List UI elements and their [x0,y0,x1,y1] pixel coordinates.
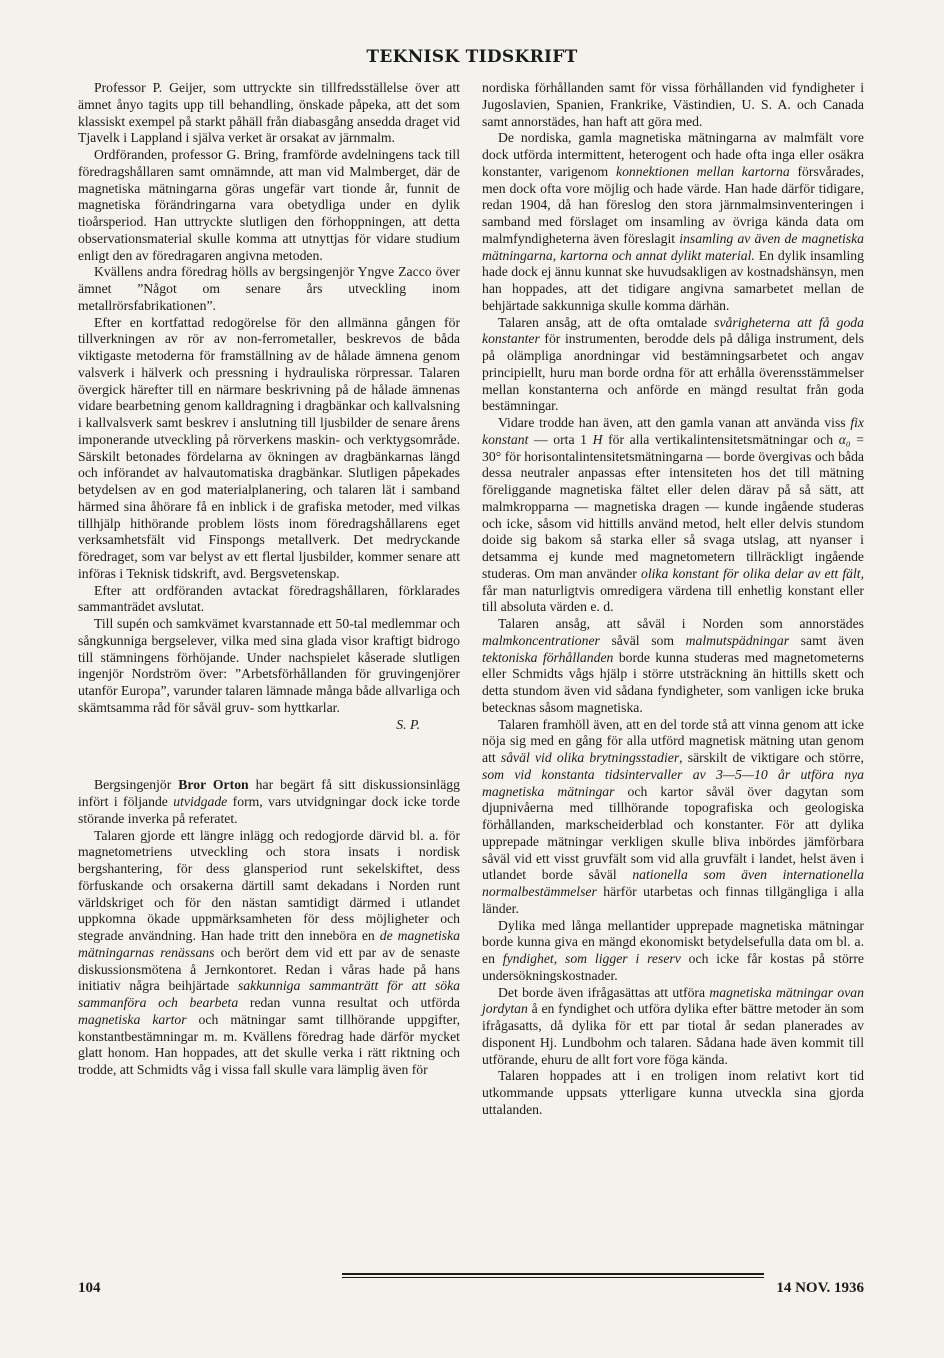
paragraph: Det borde även ifrågasättas att utföra magnetiska mätningar ovan jordytan å en fyndighet och utföra dylika efter bättre metoder än som ifrågasatts, då dylika för ett par tiotal år sedan planerades av disponent Hj. Lundbohm och talaren. Sådana hade även kommit till utförande, ehuru de allt fort vore föga kända. [482,984,864,1067]
right-column [482,80,864,1119]
paragraph: Talaren framhöll även, att en del torde stå att vinna genom att icke nöja sig med en gång för alla utförd magnetisk mätning utan genom att såväl vid olika brytningsstadier, särskilt de viktigare och större, som vid konstanta tidsintervaller av 3—5—10 år utföra nya magnetiska mätningar och kartor såväl över dagytan som djupnivåerna med tillhörande topografiska och geologiska förhållanden, markscheiderblad och konstanter. För att dylika upprepade mätningar verkligen skulle bliva inbördes jämförbara såväl vid ett visst gruvfält som vid alla gruvfält i landet, helst även i utlandet borde såväl nationella som även internationella normalbestämmelser härför utarbetas och finnas tillgängliga i alla länder. [482,716,864,916]
paragraph: De nordiska, gamla magnetiska mätningarna av malmfält vore dock utförda intermittent, heterogent och hade ofta inga eller osäkra konstanter, varigenom konnektionen mellan kartorna försvårades, men dock ofta vore möjlig och hade värde. Han hade därför tidigare, redan 1904, då han föreslog den stora järnmalmsinventeringen i samband med förslaget om insamling av övriga kända data om malmfyndigheterna även föreslagit insamling av även de magnetiska mätningarna, kartorna och annat dylikt material. En dylik insamling hade dock ej ännu kunnat ske huvudsakligen av kostnadshänsyn, men han hoppades, att det tidigare angivna samarbetet mellan de behjärtade sakkunniga skulle komma därhän. [482,130,865,313]
paragraph: nordiska förhållanden samt för vissa förhållanden vid fyndigheter i Jugoslavien, Spanien, Frankrike, Västindien, U. S. A. och Canada samt annorstädes, han haft att göra med. [482,80,864,129]
paragraph: Efter en kortfattad redogörelse för den allmänna gången för tillverkningen av rör av non-ferrometaller, beskrevos de båda viktigaste metoderna för framställning av de hålade ämnena genom valsverk i hälverk och pressning i hydrauliska rörpressar. Talaren övergick härefter till en närmare beskrivning på de hålade ämnenas vidare bearbetning genom kalldragning i dragbänkar och kallvalsning i kallvalsverk samt beskrev i anslutning till ljusbilder de senare årens imponerande utveckling på rörverkens maskin- och verktygsområde. Särskilt betonades fördelarna av ökningen av dragbänkarnas längd och införandet av halvautomatiska dragbänkar. Slutligen påpekades betydelsen av en god materialplanering, och talaren lät i samband härmed sina åhörare få en inblick i de grafiska metoder, med vilkas tillhjälp hithörande problem lösts inom föredragshållarens eget verksamhetsfält vid Finspongs metallverk. Det medryckande föredraget, som var belyst av ett flertal ljusbilder, kommer senare att införas i Teknisk tidskrift, avd. Bergsvetenskap. [78,314,460,581]
paragraph: Kvällens andra föredrag hölls av bergsingenjör Yngve Zacco över ämnet ”Något om senare års utveckling inom metallrörsfabrikationen”. [78,264,460,313]
paragraph: Ordföranden, professor G. Bring, framförde avdelningens tack till föredragshållaren samt omnämnde, att man vid Malmberget, där de magnetiska mätningarna göras ungefär vart tionde år, funnit de magnetiska förändringarna vara obetydliga under en dylik tioårsperiod. Han uttryckte slutligen den förhoppningen, att detta observationsmaterial skulle komma att utnyttjas för vidare studium enligt den av föredragaren angivna metoden. [78,147,460,263]
paragraph: Bergsingenjör Bror Orton har begärt få sitt diskussionsinlägg infört i följande utvidgade form, vars utvidgningar dock icke torde störande inverka på referatet. [78,777,460,826]
journal-header: TEKNISK TIDSKRIFT [366,47,578,67]
left-column [78,80,460,1079]
paragraph: Talaren gjorde ett längre inlägg och redogjorde därvid bl. a. för magnetometriens utveckling och stora insats i nordisk bergshantering, för dess glansperiod runt sekelskiftet, dess förfuskande och orsakerna därtill samt dekadans i Norden runt världskriget och för den nästan samtidigt därmed i utlandet uppkomna ökade uppmärksamheten för dess möjligheter och stegrade användning. Han hade tritt den inneböra en de magnetiska mätningarnas renässans och berört dem vid ett par av de senaste diskussionsmötena å Jernkontoret. Redan i våras hade på hans initiativ några beihjärtade sakkunniga sammanträtt för att söka sammanföra och bearbeta redan vunna resultat och utförda magnetiska kartor och mätningar samt tillhörande uppgifter, konstantbestämningar m. m. Kvällens föredrag hade därför mycket glatt honom. Han hoppades, att det skulle verka i rätt riktning och trodde, att Schmidts våg i vissa fall skulle vara lämplig även för [78,827,460,1077]
paragraph: Talaren hoppades att i en troligen inom relativt kort tid utkommande uppsats ytterligare kunna utveckla sina gjorda uttalanden. [482,1068,864,1117]
paragraph: Talaren ansåg, att de ofta omtalade svårigheterna att få goda konstanter för instrumenten, berodde dels på dåliga instrument, dels på olämpliga anordningar vid bestämningsarbetet och angav principiellt, huru man borde ordna för att erhålla överensstämmelser mellan konstanterna och anförde en mängd resultat från goda bestämningar. [482,314,864,414]
paragraph: Professor P. Geijer, som uttryckte sin tillfredsställelse över att ämnet ånyo tagits upp till behandling, önskade påpeka, att det som klassiskt exempel på starkt påhäll från diabasgång ansedda draget vid Tjavelk i Lappland i själva verket är orsakat av järnmalm. [78,80,460,146]
author-name: Bror Orton [178,777,249,793]
issue-date: 14 NOV. 1936 [776,1280,864,1296]
page-number: 104 [78,1280,101,1296]
signature: S. P. [396,716,420,732]
section-gap [78,733,460,777]
footer-rule-thin [342,1277,764,1278]
paragraph: Till supén och samkvämet kvarstannade ett 50-tal medlemmar och sångkunniga bergselever, vilka med sina glada visor kraftigt bidrogo till stämningens förhöjande. Under nachspielet kåserade slutligen ingenjör Nordström över: ”Arbetsförhållanden för gruvingenjörer utanför Europa”, varunder talaren lämnade många både allvarliga och skämtsamma råd för såväl gruv- som hyttkarlar. [78,616,460,715]
paragraph: Dylika med långa mellantider upprepade magnetiska mätningar borde kunna giva en mängd ekonomiskt betydelsefulla data om bl. a. en fyndighet, som ligger i reserv och icke får kostas på större undersökningskostnader. [482,917,864,983]
paragraph: Efter att ordföranden avtackat föredragshållaren, förklarades sammanträdet avslutat. [78,582,460,615]
paragraph: Vidare trodde han även, att den gamla vanan att använda viss fix konstant — orta 1 H för alla vertikalintensitetsmätningar och α₀ = 30° för horisontalintensitetsmätningarna — borde övergivas och båda dessa neutraler anpassas efter intensiteten hos det till mätning föreliggande magnetiska fältet eller delen därav på så sätt, att malmkropparna — magnetiska dragen — kunde ingående studeras och icke, såsom vid hittills använd metod, helt eller delvis stundom doide sig bakom så starka eller så svaga utslag, att nyanser i detsamma ej kunde med magnetometern tillräckligt ingående studeras. Om man använder olika konstant för olika delar av ett fält, får man naturligtvis omredigera värdena till enhetlig konstant eller till absoluta värden e. d. [482,415,864,615]
paragraph: Talaren ansåg, att såväl i Norden som annorstädes malmkoncentrationer såväl som malmutspädningar samt även tektoniska förhållanden borde kunna studeras med magnetometerns eller Schmidts vågs hjälp i större utsträckning än hittills skett och detta stundom även vid sådana fyndigheter, som vanligen icke bruka betecknas såsom magnetiska. [482,616,864,715]
